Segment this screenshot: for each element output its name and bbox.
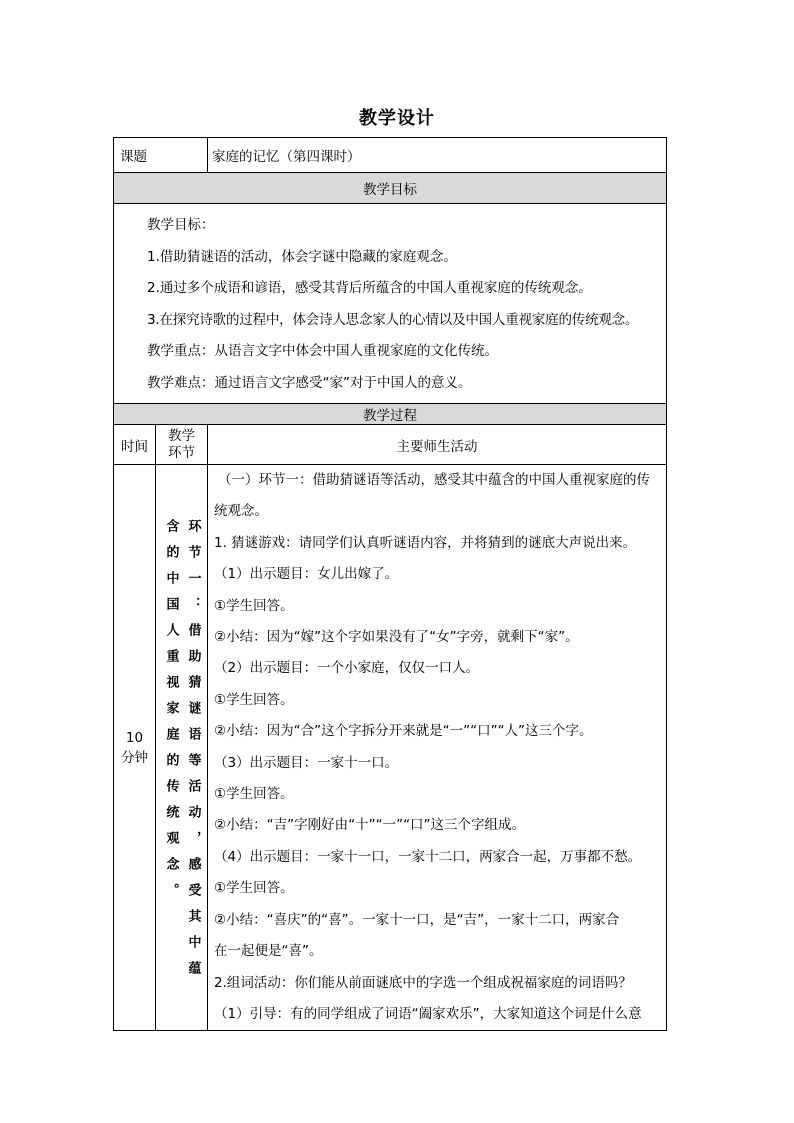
goals-line: 1.借助猜谜语的活动，体会字谜中隐藏的家庭观念。	[147, 248, 457, 265]
activity-cell	[208, 465, 667, 1031]
activity-line: ②小结：因为“嫁”这个字如果没有了“女”字旁，就剩下“家”。	[214, 629, 579, 646]
activity-line: （一）环节一：借助猜谜语等活动，感受其中蕴含的中国人重视家庭的传	[218, 472, 650, 488]
stage-text: 环节一：借助猜谜语等活动，感受其中蕴含的中国人重视家庭的传统观念。	[163, 519, 201, 987]
goals-line: 3.在探究诗歌的过程中，体会诗人思念家人的心情以及中国人重视家庭的传统观念。	[147, 311, 639, 328]
process-header: 教学过程	[114, 404, 667, 425]
goals-line: 教学目标：	[147, 217, 215, 233]
activity-line: ②小结：“吉”字刚好由“十”“一”“口”这三个字组成。	[214, 817, 526, 834]
activity-line: （1）引导：有的同学组成了词语“阖家欢乐”，大家知道这个词是什么意	[214, 1005, 642, 1022]
activity-line: 2.组词活动：你们能从前面谜底中的字选一个组成祝福家庭的词语吗？	[214, 974, 632, 991]
lesson-plan-table	[113, 137, 667, 1031]
goals-content-row	[114, 204, 667, 404]
activity-line: 统观念。	[214, 503, 268, 520]
goals-header: 教学目标	[114, 173, 667, 204]
topic-label: 课题	[114, 138, 208, 173]
col-activity-header: 主要师生活动	[208, 425, 667, 465]
activity-line: （4）出示题目：一家十一口，一家十二口，两家合一起，万事都不愁。	[214, 848, 642, 865]
goals-line: 教学重点：从语言文字中体会中国人重视家庭的文化传统。	[147, 343, 498, 359]
stage-row	[114, 465, 667, 1031]
activity-line: ①学生回答。	[214, 786, 294, 803]
activity-line: （1）出示题目：女儿出嫁了。	[214, 566, 399, 583]
goals-line: 2.通过多个成语和谚语，感受其背后所蕴含的中国人重视家庭的传统观念。	[147, 280, 592, 296]
activity-line: ②小结：因为“合”这个字拆分开来就是“一”“口”“人”这三个字。	[214, 723, 593, 740]
process-header-row	[114, 404, 667, 425]
page-title: 教学设计	[359, 108, 435, 129]
col-stage-header: 教学环节	[156, 425, 208, 465]
activity-line: 在一起便是“喜”。	[214, 943, 323, 960]
time-cell: 10分钟	[114, 465, 156, 1031]
col-time-header: 时间	[114, 425, 156, 465]
goals-line: 教学难点：通过语言文字感受“家”对于中国人的意义。	[147, 374, 472, 391]
activity-line: （3）出示题目：一家十一口。	[214, 754, 399, 771]
topic-row	[114, 138, 667, 173]
activity-line: ①学生回答。	[214, 691, 294, 708]
column-header-row	[114, 425, 667, 465]
activity-line: ②小结：“喜庆”的“喜”。一家十一口，是“吉”，一家十二口，两家合	[214, 911, 620, 928]
goals-header-row	[114, 173, 667, 204]
activity-line: ①学生回答。	[214, 597, 294, 614]
activity-line: ①学生回答。	[214, 880, 294, 897]
stage-cell	[156, 465, 208, 1031]
activity-line: 1. 猜谜游戏：请同学们认真听谜语内容，并将猜到的谜底大声说出来。	[214, 534, 637, 551]
topic-value: 家庭的记忆（第四课时）	[208, 138, 667, 173]
activity-line: （2）出示题目：一个小家庭，仅仅一口人。	[214, 660, 480, 677]
goals-content	[114, 204, 667, 404]
